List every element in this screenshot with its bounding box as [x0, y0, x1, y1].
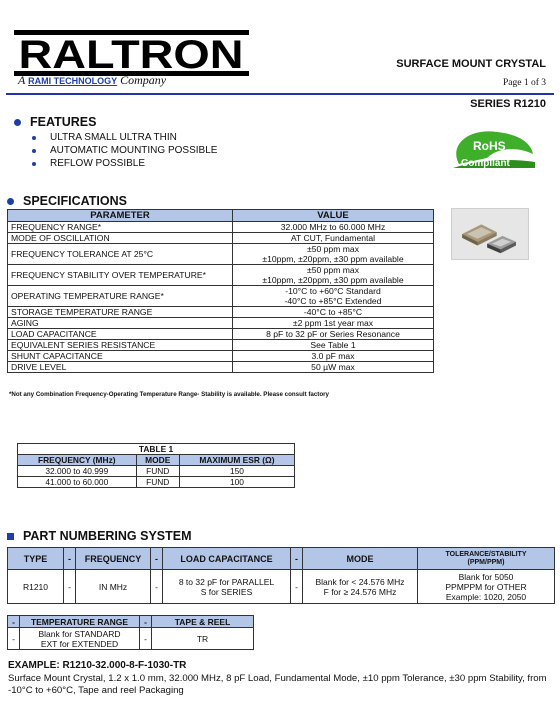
column-header-tape-reel: TAPE & REEL [152, 616, 254, 628]
example-description: Surface Mount Crystal, 1.2 x 1.0 mm, 32.000 MHz, 8 pF Load, Fundamental Mode, ±10 ppm Tolerance, ±30 ppm Stability, from -10°C to +60°C, Tape and reel Packaging [8, 673, 547, 696]
bullet-icon [32, 149, 36, 153]
column-header-mode: MODE [136, 455, 179, 466]
column-header-value: VALUE [233, 210, 434, 222]
table-row: AGING ±2 ppm 1st year max [8, 318, 434, 329]
company-tagline: A RAMI TECHNOLOGY Company [18, 73, 167, 87]
table-row: DRIVE LEVEL 50 µW max [8, 362, 434, 373]
esr-table [17, 443, 295, 488]
temperature-reel-table [7, 615, 254, 650]
column-header-frequency: FREQUENCY [76, 548, 151, 570]
table-row: OPERATING TEMPERATURE RANGE* -10°C to +60°C Standard -40°C to +85°C Extended [8, 286, 434, 307]
table-row: 41.000 to 60.000 FUND 100 [18, 477, 295, 488]
column-header-dash: - [151, 548, 163, 570]
bullet-icon [7, 198, 14, 205]
table-row: 32.000 to 40.999 FUND 150 [18, 466, 295, 477]
part-numbering-table [7, 547, 555, 604]
page-number: Page 1 of 3 [502, 78, 546, 88]
column-header-parameter: PARAMETER [8, 210, 233, 222]
rami-technology-link[interactable]: RAMI TECHNOLOGY [28, 76, 118, 86]
table-row: FREQUENCY RANGE* 32.000 MHz to 60.000 MHz [8, 222, 434, 233]
raltron-logo [14, 30, 249, 76]
specifications-heading: SPECIFICATIONS [7, 194, 127, 208]
square-bullet-icon [7, 533, 14, 540]
table-row: R1210 - IN MHz - 8 to 32 pF for PARALLEL S for SERIES - Blank for < 24.576 MHz F for ≥ 24.576 MHz Blank for 5050 PPMPPM for OTHER Example: 1020, 2050 [8, 570, 555, 604]
rohs-compliant-badge [447, 124, 537, 170]
column-header-dash: - [291, 548, 303, 570]
table-row: SHUNT CAPACITANCE 3.0 pF max [8, 351, 434, 362]
bullet-icon [14, 119, 21, 126]
table-row: - Blank for STANDARD EXT for EXTENDED - TR [8, 628, 254, 650]
column-header-dash: - [140, 616, 152, 628]
svg-text:RoHS: RoHS [473, 139, 506, 153]
crystal-product-photo [451, 208, 529, 260]
column-header-dash: - [64, 548, 76, 570]
list-item: AUTOMATIC MOUNTING POSSIBLE [32, 144, 217, 157]
header-divider [6, 93, 554, 95]
bullet-icon [32, 162, 36, 166]
column-header-type: TYPE [8, 548, 64, 570]
logo-text: RALTRON [18, 33, 244, 76]
list-item: REFLOW POSSIBLE [32, 157, 217, 170]
table-row: LOAD CAPACITANCE 8 pF to 32 pF or Series Resonance [8, 329, 434, 340]
features-list [32, 131, 217, 170]
column-header-mode: MODE [303, 548, 418, 570]
table-caption: TABLE 1 [18, 444, 295, 455]
specifications-table [7, 209, 434, 373]
series-label: SERIES R1210 [470, 98, 546, 110]
specifications-footnote: *Not any Combination Frequency-Operating Temperature Range- Stability is available. Please consult factory [9, 391, 329, 398]
column-header-esr: MAXIMUM ESR (Ω) [179, 455, 294, 466]
part-numbering-heading: PART NUMBERING SYSTEM [7, 529, 192, 543]
table-row: EQUIVALENT SERIES RESISTANCE See Table 1 [8, 340, 434, 351]
features-heading: FEATURES [14, 115, 96, 129]
table-row: FREQUENCY STABILITY OVER TEMPERATURE* ±50 ppm max ±10ppm, ±20ppm, ±30 ppm available [8, 265, 434, 286]
bullet-icon [32, 136, 36, 140]
column-header-frequency: FREQUENCY (MHz) [18, 455, 137, 466]
column-header-tolerance: TOLERANCE/STABILITY (PPM/PPM) [418, 548, 555, 570]
svg-text:Compliant: Compliant [461, 158, 510, 169]
column-header-dash: - [8, 616, 20, 628]
table-row: MODE OF OSCILLATION AT CUT, Fundamental [8, 233, 434, 244]
list-item: ULTRA SMALL ULTRA THIN [32, 131, 217, 144]
table-row: STORAGE TEMPERATURE RANGE -40°C to +85°C [8, 307, 434, 318]
column-header-load-capacitance: LOAD CAPACITANCE [163, 548, 291, 570]
column-header-temperature-range: TEMPERATURE RANGE [20, 616, 140, 628]
example-title: EXAMPLE: R1210-32.000-8-F-1030-TR [8, 660, 187, 671]
table-row: FREQUENCY TOLERANCE AT 25°C ±50 ppm max ±10ppm, ±20ppm, ±30 ppm available [8, 244, 434, 265]
document-title: SURFACE MOUNT CRYSTAL [396, 58, 546, 70]
